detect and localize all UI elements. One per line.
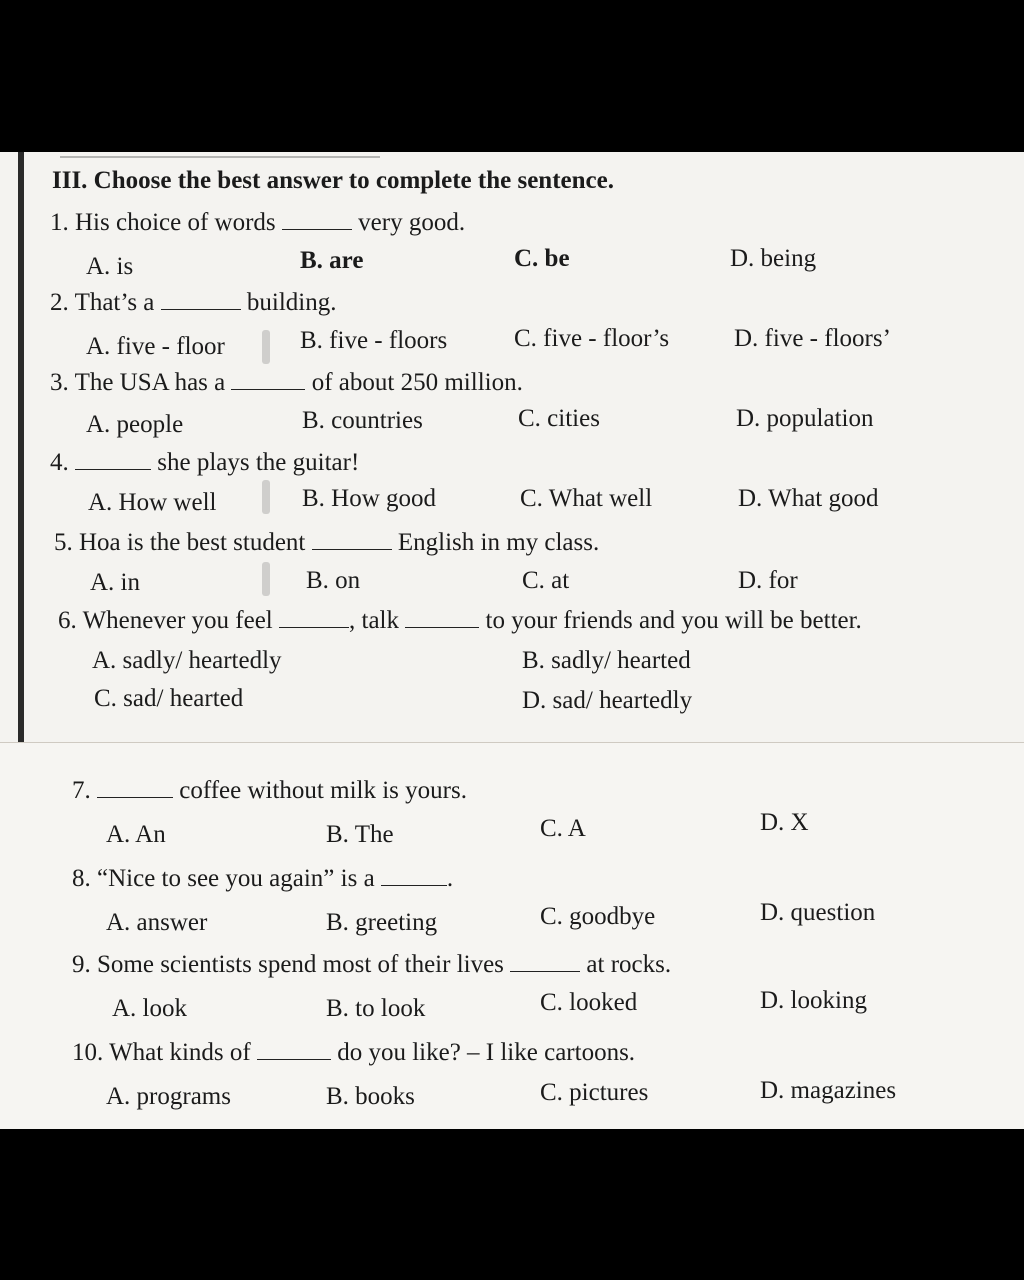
question-10 (72, 1038, 635, 1068)
question-text: she plays the guitar! (157, 449, 360, 476)
option-a[interactable]: A. sadly/ heartedly (92, 647, 282, 674)
question-text: English in my class. (397, 529, 600, 556)
answer-blank (257, 1039, 331, 1060)
answer-blank (231, 369, 305, 390)
binding-shadow (18, 152, 24, 742)
answer-blank (381, 865, 447, 886)
section-title: III. Choose the best answer to complete the sentence. (52, 167, 614, 194)
question-8 (72, 864, 453, 894)
question-text: The USA has a (74, 369, 226, 396)
question-number: 1. (50, 209, 69, 236)
question-text: building. (246, 289, 337, 316)
option-c[interactable]: C. pictures (540, 1079, 649, 1106)
option-b[interactable]: B. to look (326, 995, 426, 1022)
option-a[interactable]: A. How well (88, 489, 217, 516)
question-text: to your friends and you will be better. (485, 607, 862, 634)
option-a[interactable]: A. in (90, 569, 140, 596)
option-a[interactable]: A. An (106, 821, 166, 848)
option-a[interactable]: A. look (112, 995, 187, 1022)
question-text: of about 250 million. (311, 369, 523, 396)
answer-blank (75, 449, 151, 470)
question-number: 10. (72, 1039, 104, 1066)
question-number: 8. (72, 865, 91, 892)
print-smudge (262, 330, 270, 364)
option-c[interactable]: C. sad/ hearted (94, 685, 244, 712)
question-6 (58, 606, 862, 636)
answer-blank (282, 209, 352, 230)
option-c[interactable]: C. be (514, 245, 570, 272)
option-b[interactable]: B. sadly/ hearted (522, 647, 691, 674)
question-text: do you like? – I like cartoons. (337, 1039, 636, 1066)
option-c[interactable]: C. goodbye (540, 903, 656, 930)
answer-blank (510, 951, 580, 972)
option-b[interactable]: B. on (306, 567, 361, 594)
option-d[interactable]: D. question (760, 899, 876, 926)
question-text: That’s a (74, 289, 155, 316)
question-9 (72, 950, 671, 980)
answer-blank (405, 607, 479, 628)
option-a[interactable]: A. programs (106, 1083, 231, 1110)
question-text: . (446, 865, 454, 892)
option-b[interactable]: B. greeting (326, 909, 438, 936)
question-number: 5. (54, 529, 73, 556)
question-text: , talk (349, 607, 399, 634)
question-1 (50, 208, 465, 238)
option-d[interactable]: D. X (760, 809, 809, 836)
option-a[interactable]: A. five - floor (86, 333, 225, 360)
option-a[interactable]: A. people (86, 411, 184, 438)
option-d[interactable]: D. five - floors’ (734, 325, 891, 352)
question-text: at rocks. (586, 951, 672, 978)
print-smudge (262, 562, 270, 596)
question-number: 2. (50, 289, 69, 316)
option-b[interactable]: B. are (300, 247, 364, 274)
option-c[interactable]: C. looked (540, 989, 638, 1016)
option-c[interactable]: C. A (540, 815, 586, 842)
option-d[interactable]: D. magazines (760, 1077, 897, 1104)
question-text: Some scientists spend most of their lives (97, 951, 504, 978)
question-text: His choice of words (75, 209, 276, 236)
question-text: What kinds of (109, 1039, 251, 1066)
option-b[interactable]: B. The (326, 821, 394, 848)
question-number: 7. (72, 777, 91, 804)
question-text: very good. (358, 209, 466, 236)
option-b[interactable]: B. books (326, 1083, 415, 1110)
question-text: “Nice to see you again” is a (97, 865, 375, 892)
option-d[interactable]: D. for (738, 567, 798, 594)
answer-blank (97, 777, 173, 798)
cut-off-previous-line (60, 150, 380, 158)
option-c[interactable]: C. cities (518, 405, 600, 432)
option-d[interactable]: D. sad/ heartedly (522, 687, 693, 714)
question-text: coffee without milk is yours. (179, 777, 467, 804)
question-7 (72, 776, 467, 806)
option-d[interactable]: D. population (736, 405, 874, 432)
answer-blank (161, 289, 241, 310)
question-text: Whenever you feel (82, 607, 273, 634)
answer-blank (312, 529, 392, 550)
option-d[interactable]: D. What good (738, 485, 879, 512)
question-5 (54, 528, 599, 558)
question-number: 9. (72, 951, 91, 978)
question-number: 6. (58, 607, 77, 634)
option-c[interactable]: C. at (522, 567, 570, 594)
option-b[interactable]: B. five - floors (300, 327, 448, 354)
option-c[interactable]: C. What well (520, 485, 653, 512)
answer-blank (279, 607, 349, 628)
option-d[interactable]: D. being (730, 245, 817, 272)
option-d[interactable]: D. looking (760, 987, 867, 1014)
question-2 (50, 288, 337, 318)
option-a[interactable]: A. is (86, 253, 134, 280)
option-c[interactable]: C. five - floor’s (514, 325, 670, 352)
question-3 (50, 368, 523, 398)
option-a[interactable]: A. answer (106, 909, 208, 936)
option-b[interactable]: B. How good (302, 485, 437, 512)
print-smudge (262, 480, 270, 514)
question-text: Hoa is the best student (79, 529, 306, 556)
question-number: 4. (50, 449, 69, 476)
option-b[interactable]: B. countries (302, 407, 423, 434)
question-4 (50, 448, 359, 478)
question-number: 3. (50, 369, 69, 396)
